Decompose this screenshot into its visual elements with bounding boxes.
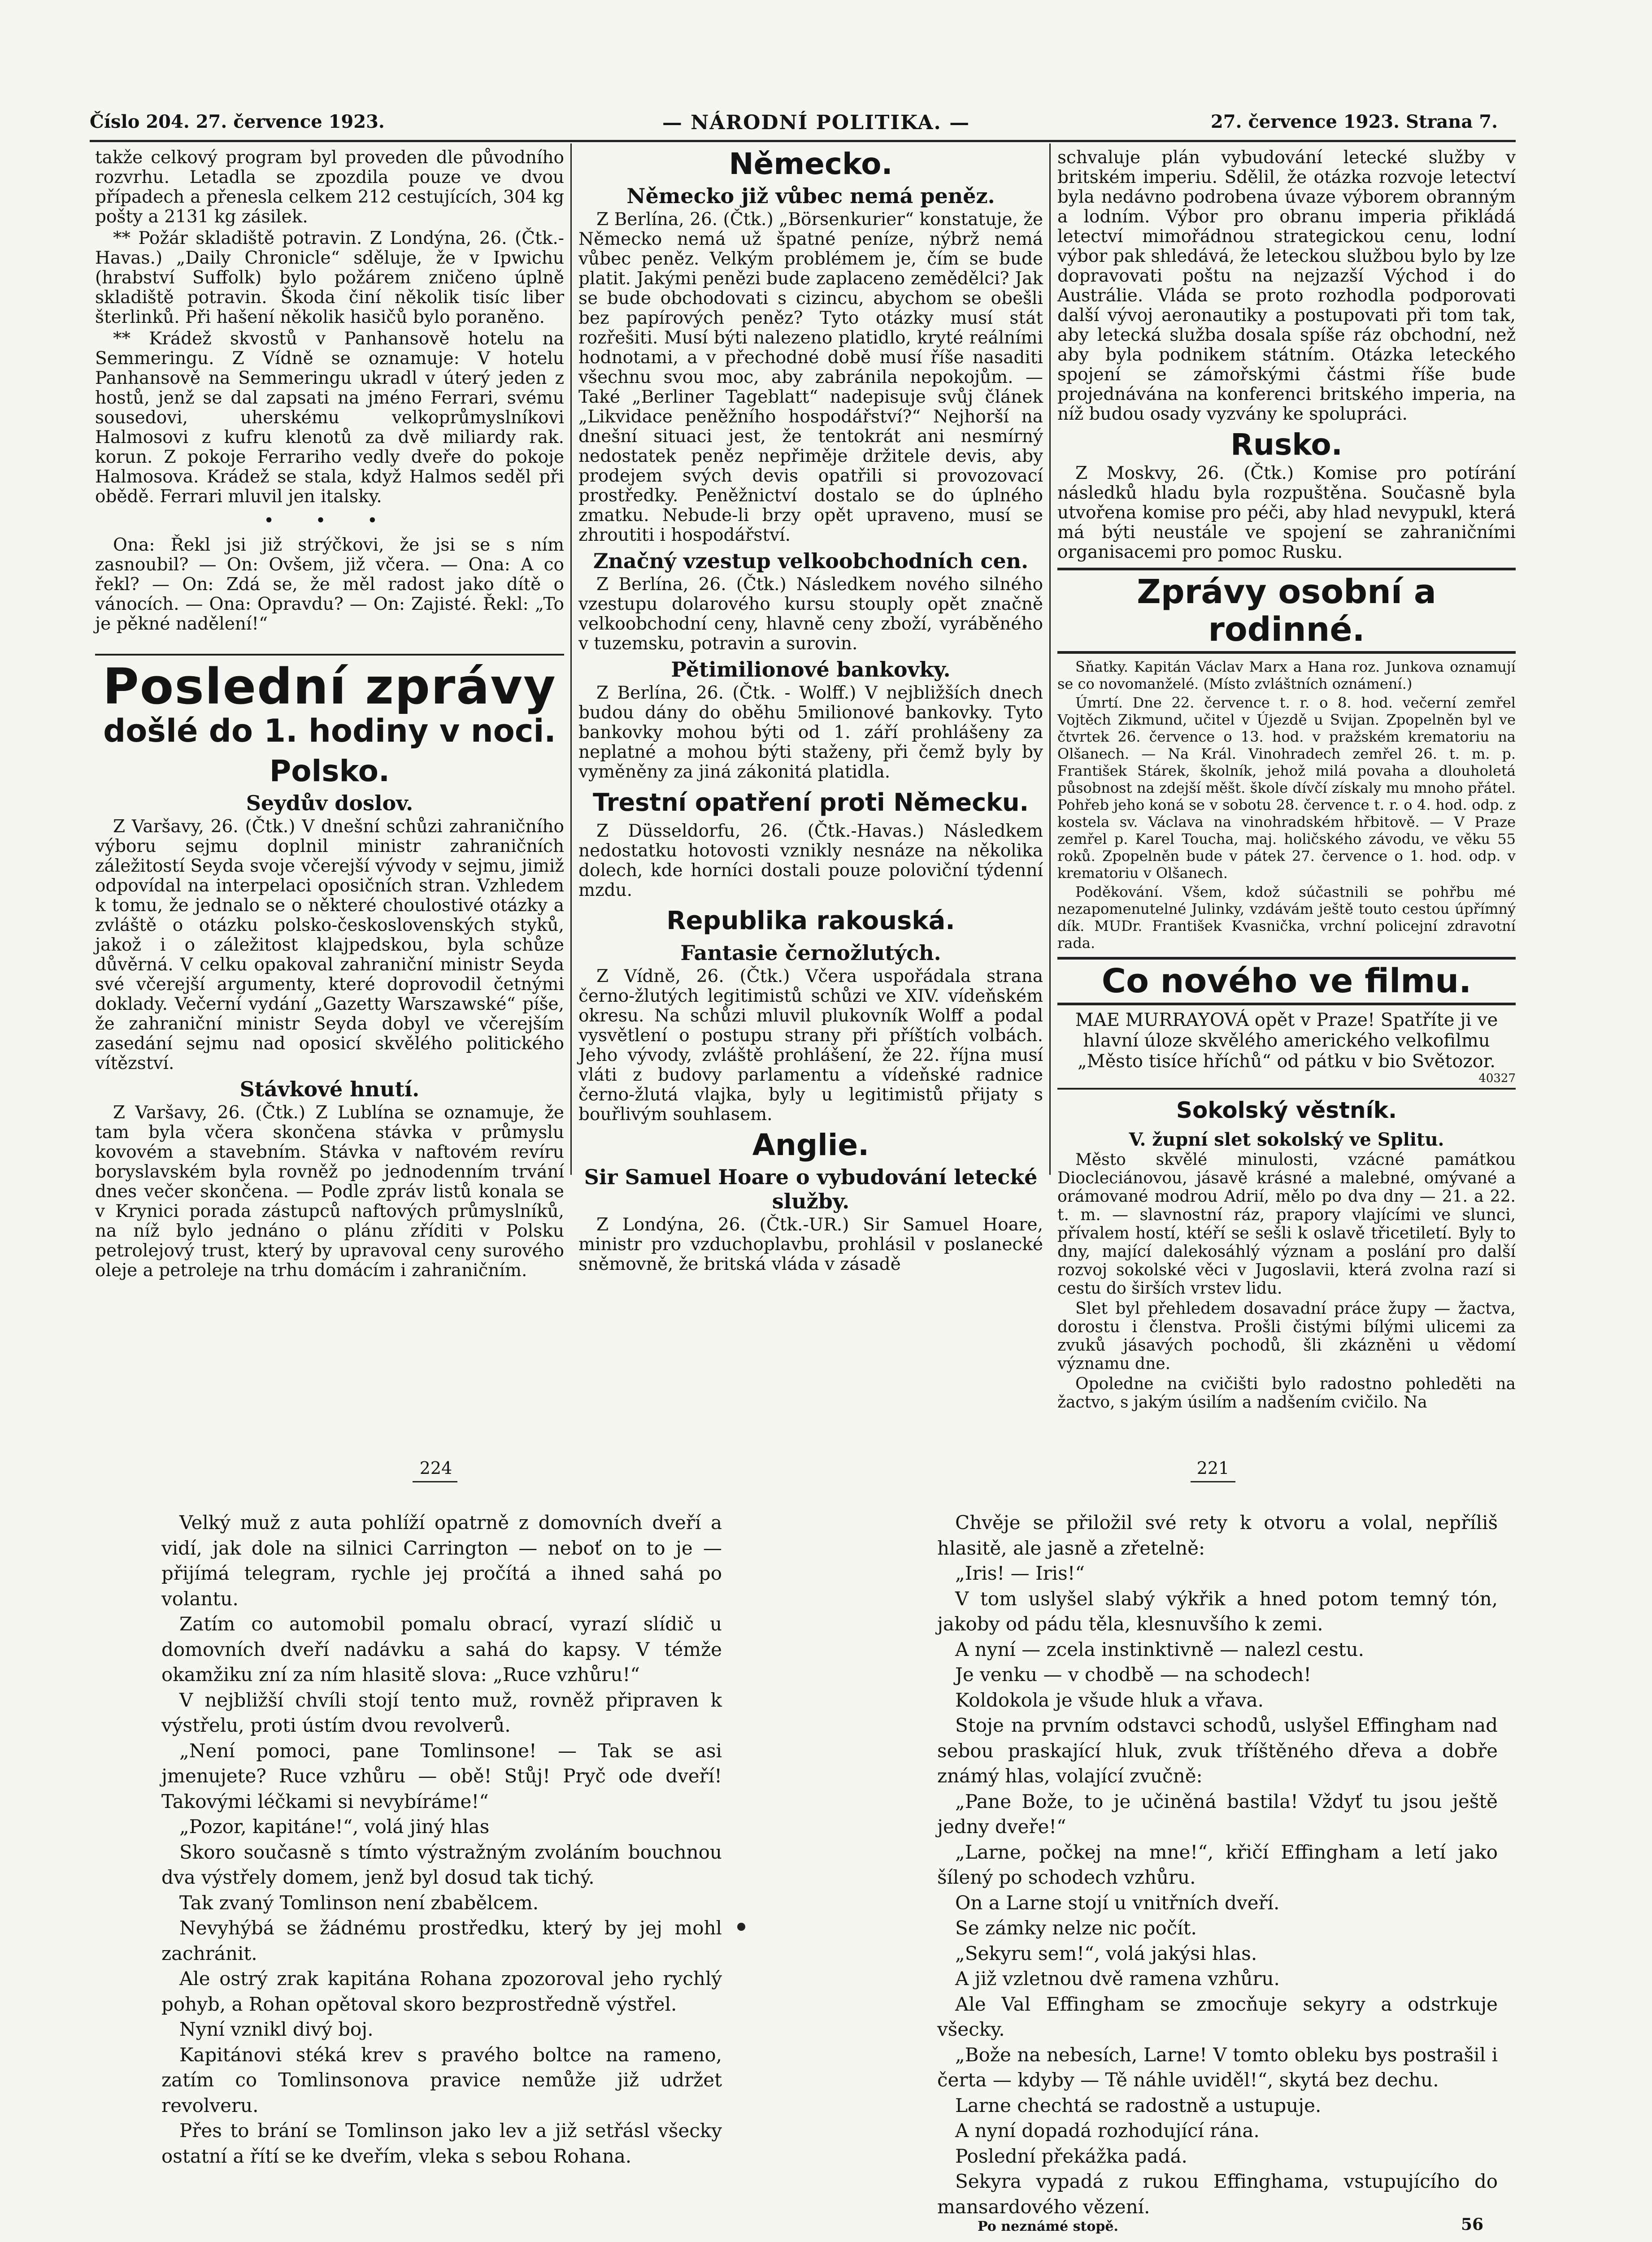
column-3 <box>1057 148 1516 1413</box>
article-split-3: Opoledne na cvičišti bylo radostno pohleděti na žactvo, s jakým úsilím a nadšením cvičilo. Na <box>1057 1375 1516 1412</box>
page-number-underline-right <box>1191 1481 1235 1482</box>
news-varsava-stavka: Z Varšavy, 26. (Čtk.) Z Lublína se oznamuje, že tam byla včera skončena stávka v průmyslu kovovém a stavebním. Stávka v naftovém revíru boryslavském byla rovněž po jednodenním trvání dnes večer skončena. — Podle zpráv listů konala se v Krynici porada zástupců naftových průmyslníků, na níž bylo jednáno o plánu zříditi v Polsku petrolejový trust, který by upravoval ceny surového oleje a petroleje na trhu domácím i zahraničním. <box>95 1103 564 1281</box>
section-sokolsky-vestnik: Sokolský věstník. <box>1176 1097 1397 1123</box>
book-paragraph: Nyní vznikl divý boj. <box>179 2018 374 2040</box>
heading-co-noveho-ve-filmu: Co nového ve filmu. <box>1057 957 1516 1005</box>
book-page-number-right: 221 <box>1196 1458 1230 1478</box>
book-footer-title: Po neznámé stopě. <box>978 2219 1118 2234</box>
book-page-number-left: 224 <box>419 1458 452 1478</box>
fold-dot <box>737 1923 745 1931</box>
book-paragraph: Zatím co automobil pomalu obrací, vyrazí slídič u domovních dveří nadávku a sahá do kapsy. V témže okamžiku zní za ním hlasitě slova: „Ruce vzhůru!“ <box>161 1613 722 1686</box>
masthead-title: — NÁRODNÍ POLITIKA. — <box>662 111 970 134</box>
book-paragraph: A nyní — zcela instinktivně — nalezl cestu. <box>955 1638 1364 1660</box>
section-republika-rakouska: Republika rakouská. <box>666 906 955 935</box>
book-paragraph: Skoro současně s tímto výstražným zvoláním bouchnou dva výstřely domem, jenž byl dosud tak tichý. <box>161 1841 722 1888</box>
column-1 <box>95 148 564 1282</box>
news-viden: Z Vídně, 26. (Čtk.) Včera uspořádala strana černo-žlutých legitimistů schůzi ve XIV. vídeňském okresu. Na schůzi mluvil plukovník Wolff a podal vysvětlení o postupu strany při příštích volbách. Jeho vývody, zvláště prohlášení, že 22. října musí vláti z budovy parlamentu a vídeňské radnice černo-žlutá vlajka, byly u legitimistů přijaty s bouřlivým souhlasem. <box>578 966 1043 1125</box>
book-paragraph: „Bože na nebesích, Larne! V tomto obleku bys postrašil i čerta — kdyby — Tě náhle uviděl!“, skytá bez dechu. <box>937 2043 1498 2091</box>
book-paragraph: Stoje na prvním odstavci schodů, uslyšel Effingham nad sebou praskající hluk, zvuk tříštěného dřeva a dobře známý hlas, volající zvučně: <box>937 1714 1498 1787</box>
news-varsava-seyda: Z Varšavy, 26. (Čtk.) V dnešní schůzi zahraničního výboru sejmu doplnil ministr zahraničních záležitostí Seyda svoje včerejší vývody v sejmu, jimiž odpovídal na interpelaci oposičních stran. Vzhledem k tomu, že jednalo se o některé choulostivé otázky a zvláště o otázku polsko-československých styků, jakož i o záležitost klajpedskou, byla schůze důvěrná. V celku opakoval zahraniční ministr Seyda své včerejší argumenty, které doprovodil četnými doklady. Večerní vydání „Gazetty Warszawské“ píše, že zahraniční ministr Seyda dobyl ve včerejším zasedání sejmu nad oposicí skvělého politického vítězství. <box>95 817 564 1073</box>
column-divider-2 <box>1049 143 1051 1175</box>
notice-umrti: Úmrtí. Dne 22. července t. r. o 8. hod. večerní zemřel Vojtěch Zikmund, učitel v Újezdě u Svijan. Zpopelněn byl ve čtvrtek 26. července o 13. hod. v pražském krematoriu na Olšanech. — Na Král. Vinohradech zemřel 26. t. m. p. František Stárek, školník, jehož milá povaha a dlouholetá působnost na zdejší měšt. škole dívčí získaly mu mnoho přátel. Pohřeb jeho koná se v sobotu 28. července t. r. o 4. hod. odp. z kostela sv. Václava na vinohradském hřbitově. — V Praze zemřel p. Karel Toucha, maj. holičského závodu, ve věku 55 roků. Zpopelněn bude v pátek 27. července o 1. hod. odp. v krematoriu v Olšanech. <box>1057 694 1516 882</box>
book-paragraph: V tom uslyšel slabý výkřik a hned potom temný tón, jakoby od pádu těla, klesnuvšího k zemi. <box>937 1587 1498 1635</box>
news-moskva: Z Moskvy, 26. (Čtk.) Komise pro potírání následků hladu byla rozpuštěna. Současně byla utvořena komise pro péči, aby hlad nevypukl, která má býti neustále ve spojení se zahraničními organisacemi pro pomoc Rusku. <box>1057 463 1516 562</box>
header-rule <box>90 140 1516 142</box>
news-pozar: ** Požár skladiště potravin. Z Londýna, 26. (Čtk.-Havas.) „Daily Chronicle“ sděluje, že v Ipwichu (hrabství Suffolk) bylo požárem zničeno úplně skladiště potravin. Škoda činí několik tisíc liber šterlinků. Při hašení několik hasičů bylo poraněno. <box>95 228 564 327</box>
news-berlin-ceny: Z Berlína, 26. (Čtk.) Následkem nového silného vzestupu dolarového kursu stouply opět značně velkoobchodní ceny, hlavně ceny zboží, vyráběného v tuzemsku, potravin a surovin. <box>578 574 1043 654</box>
book-paragraph: Chvěje se přiložil své rety k otvoru a volal, nepříliš hlasitě, ale jasně a zřetelně: <box>937 1512 1498 1559</box>
ad-number: 40327 <box>1478 1072 1516 1085</box>
column-divider-1 <box>570 143 572 1175</box>
page-number-underline-left <box>413 1481 457 1482</box>
section-rusko: Rusko. <box>1230 427 1343 462</box>
film-advertisement: MAE MURRAYOVÁ opět v Praze! Spatříte ji ve hlavní úloze skvělého amerického velkofilmu „Město tisíce hříchů“ od pátku v bio Světozor. <box>1075 1010 1498 1072</box>
book-paragraph: Sekyra vypadá z rukou Effinghama, vstupujícího do mansardového vězení. <box>937 2170 1498 2218</box>
book-paragraph: Velký muž z auta pohlíží opatrně z domovních dveří a vidí, jak dole na silnici Carrington — neboť on to je — přijímá telegram, rychle jej pročítá a ihned sahá po volantu. <box>161 1512 722 1610</box>
column-2 <box>578 148 1043 1276</box>
heading-trestni-opatreni: Trestní opatření proti Německu. <box>593 788 1029 817</box>
section-rule <box>1057 1088 1516 1090</box>
header-issue: Číslo 204. 27. července 1923. <box>90 111 385 132</box>
book-left-page <box>161 1510 722 2169</box>
heading-stavkove-hnuti: Stávkové hnutí. <box>239 1077 420 1101</box>
book-paragraph: Kapitánovi stéká krev s pravého boltce na rameno, zatím co Tomlinsonova pravice nemůže již udržet revolveru. <box>161 2043 722 2116</box>
news-kradez: ** Krádež skvostů v Panhansově hotelu na Semmeringu. Z Vídně se oznamuje: V hotelu Panhansově na Semmeringu ukradl v úterý jeden z hostů, jenž se dal zapsati na jméno Ferrari, svému sousedovi, uherskému velkoprůmyslníkovi Halmosovi z kufru klenotů za dvě miliardy rak. korun. Z pokoje Ferrariho vedly dveře do pokoje Halmosova. Krádež se stala, když Halmos seděl při obědě. Ferrari mluvil jen italsky. <box>95 329 564 507</box>
heading-nemecko-penez: Německo již vůbec nemá peněz. <box>626 184 995 208</box>
section-rule <box>95 654 564 656</box>
book-paragraph: Tak zvaný Tomlinson není zbabělcem. <box>179 1891 539 1914</box>
book-paragraph: „Sekyru sem!“, volá jakýsi hlas. <box>955 1942 1257 1964</box>
heading-vzestup-cen: Značný vzestup velkoobchodních cen. <box>593 549 1029 573</box>
book-paragraph: „Iris! — Iris!“ <box>955 1562 1085 1584</box>
news-dusseldorf: Z Düsseldorfu, 26. (Čtk.-Havas.) Následkem nedostatku hotovosti vznikly nesnáze na několika dolech, kde horníci dostali pouze poloviční týdenní mzdu. <box>578 821 1043 900</box>
news-londyn: Z Londýna, 26. (Čtk.-UR.) Sir Samuel Hoare, ministr pro vzduchoplavbu, prohlásil v poslanecké sněmovně, že britská vláda v zásadě <box>578 1215 1043 1274</box>
book-paragraph: Larne chechtá se radostně a ustupuje. <box>955 2094 1322 2116</box>
headline-doslo: došlé do 1. hodiny v noci. <box>103 713 556 749</box>
joke-dialog: Ona: Řekl jsi již strýčkovi, že jsi se s ním zasnoubil? — On: Ovšem, již včera. — Ona: A co řekl? — On: Zdá se, že měl radost jako dítě o vánocích. — Ona: Opravdu? — On: Zajisté. Řekl: „To je pěkné nadělení!“ <box>95 535 564 634</box>
book-paragraph: Nevyhýbá se žádnému prostředku, který by jej mohl zachránit. <box>161 1917 722 1964</box>
section-polsko: Polsko. <box>269 754 390 788</box>
article-continuation: takže celkový program byl proveden dle původního rozvrhu. Letadla se zpozdila pouze ve dvou případech a přenesla celkem 212 cestujících, 304 kg pošty a 2131 kg zásilek. <box>95 148 564 227</box>
book-paragraph: Koldokola je všude hluk a vřava. <box>955 1689 1264 1711</box>
headline-posledni-zpravy: Poslední zprávy <box>103 658 556 715</box>
section-anglie: Anglie. <box>752 1128 869 1162</box>
book-paragraph: Se zámky nelze nic počít. <box>955 1917 1197 1939</box>
book-paragraph: Je venku — v chodbě — na schodech! <box>955 1664 1312 1686</box>
article-split-2: Slet byl přehledem dosavadní práce župy — žactva, dorostu i členstva. Prošli čistými bílými ulicemi za zvuků jásavých pochodů, šli zkázněni u vědomí významu dne. <box>1057 1299 1516 1373</box>
heading-zpravy-osobni: Zprávy osobní a rodinné. <box>1057 568 1516 654</box>
book-paragraph: „Pane Bože, to je učiněná bastila! Vždyť tu jsou ještě jedny dveře!“ <box>937 1790 1498 1838</box>
heading-petimilionove: Pětimilionové bankovky. <box>671 657 951 682</box>
article-split-1: Město skvělé minulosti, vzácné památkou Diocleciánovou, jásavě krásné a malebné, omývané a orámované modrou Adrií, mělo po dva dny — 21. a 22. t. m. — slavnostní ráz, prapory vlajícími ve slunci, přívalem hostí, ktéří se sešli k oslavě třicetiletí. Byly to dny, mající dalekosáhlý význam a poslání pro další rozvoj sokolské věci v Jugoslavii, která zvolna razí si cestu do širších vrstev lidu. <box>1057 1151 1516 1298</box>
book-paragraph: On a Larne stojí u vnitřních dveří. <box>955 1891 1280 1914</box>
heading-fantasie: Fantasie černožlutých. <box>680 941 941 965</box>
book-footer-signature: 56 <box>1461 2215 1484 2234</box>
book-paragraph: A nyní dopadá rozhodující rána. <box>955 2120 1260 2142</box>
article-letecke-continuation: schvaluje plán vybudování letecké služby v britském imperiu. Sdělil, že otázka rozvoje letectví byla nedávno podrobena úvaze výborem obranným a lodním. Výbor pro obranu imperia přikládá letectví mimořádnou strategickou cenu, lodní výbor pak shledává, že leteckou službou bylo by lze dopravovati poštu na nejzazší Východ i do Austrálie. Vláda se proto rozhodla podporovati další vývoj aeronautiky a postupovati při tom tak, aby letecká služba dosala spíše ráz obchodní, než aby byla podnikem státním. Otázka leteckého spojení se zámořskými částmi říše bude projednávána na konferenci britského imperia, na níž budou osady vyzvány ke spolupráci. <box>1057 148 1516 424</box>
book-paragraph: „Larne, počkej na mne!“, křičí Effingham a letí jako šílený po schodech vzhůru. <box>937 1841 1498 1888</box>
heading-sir-samuel: Sir Samuel Hoare o vybudování letecké služby. <box>584 1165 1038 1213</box>
notice-podekovani: Poděkování. Všem, kdož súčastnili se pohřbu mé nezapomenutelné Julinky, vzdávám ještě touto cestou úpřímný dík. MUDr. František Kvasnička, vrchní policejní zdravotní rada. <box>1057 883 1516 952</box>
separator-stars: • • • <box>264 511 396 531</box>
notice-snatky: Sňatky. Kapitán Václav Marx a Hana roz. Junkova oznamují se co novomanželé. (Místo zvláštních oznámení.) <box>1057 658 1516 692</box>
book-right-page <box>937 1510 1498 2220</box>
header-date-page: 27. července 1923. Strana 7. <box>1210 111 1498 132</box>
book-paragraph: „Není pomoci, pane Tomlinsone! — Tak se asi jmenujete? Ruce vzhůru — obě! Stůj! Pryč ode dveří! Takovými léčkami si nevybíráme!“ <box>161 1739 722 1812</box>
book-paragraph: Ale Val Effingham se zmocňuje sekyry a odstrkuje všecky. <box>937 1993 1498 2040</box>
section-nemecko: Německo. <box>729 147 893 181</box>
news-berlin-penize: Z Berlína, 26. (Čtk.) „Börsenkurier“ konstatuje, že Německo nemá už špatné peníze, nýbrž nemá vůbec peněz. Velkým problémem je, čím se bude platit. Jakými penězi bude zaplaceno zemědělci? Jak se bude obchodovati s cizincu, abychom se obešli bez papírových peněz? Tyto otázky musí stát rozřešiti. Musí býti nalezeno platidlo, kryté reálními hodnotami, a v přechodné době musí říše nasaditi všechnu svou moc, aby zabránila nepokojům. — Také „Berliner Tageblatt“ nadepisuje svůj článek „Likvidace peněžního hospodářství?“ Nejhorší na dnešní situaci jest, že tentokrát ani nesmírný nedostatek peněz nepřiměje držitele devis, aby prodejem svých devis opatřili si provozovací prostředky. Peněžnictví dostalo se do úplného zmatku. Nebude-li brzy opět upraveno, musí se zhroutiti i hospodářství. <box>578 209 1043 545</box>
news-berlin-bankovky: Z Berlína, 26. (Čtk. - Wolff.) V nejbližších dnech budou dány do oběhu 5milionové bankovky. Tyto bankovky mohou býti od 1. září prohlášeny za neplatné a mohou býti staženy, při čemž byly by vyměněny za jiná zákonitá platidla. <box>578 683 1043 782</box>
book-paragraph: „Pozor, kapitáne!“, volá jiný hlas <box>179 1816 490 1838</box>
book-paragraph: Přes to brání se Tomlinson jako lev a již setřásl všecky ostatní a řítí se ke dveřím, vleka s sebou Rohana. <box>161 2120 722 2167</box>
book-paragraph: Poslední překážka padá. <box>955 2145 1187 2167</box>
book-paragraph: A již vzletnou dvě ramena vzhůru. <box>955 1968 1280 1990</box>
heading-zupni-slet: V. župní slet sokolský ve Splitu. <box>1129 1129 1444 1150</box>
heading-seyduv-doslov: Seydův doslov. <box>246 791 413 815</box>
book-paragraph: V nejbližší chvíli stojí tento muž, rovněž připraven k výstřelu, proti ústím dvou revolverů. <box>161 1689 722 1736</box>
book-paragraph: Ale ostrý zrak kapitána Rohana zpozoroval jeho rychlý pohyb, a Rohan opětoval skoro bezprostředně výstřel. <box>161 1968 722 2015</box>
page-header <box>76 111 1511 138</box>
